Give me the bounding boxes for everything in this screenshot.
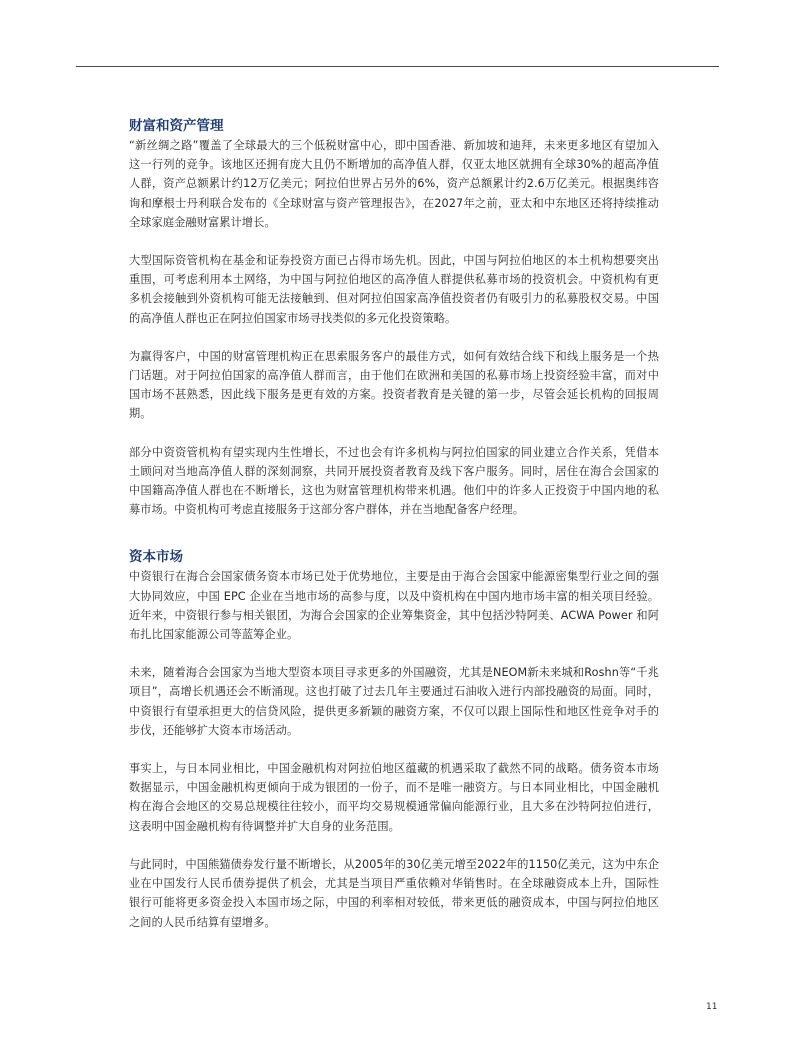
- document-body: [129, 116, 659, 932]
- paragraph: “新丝绸之路”覆盖了全球最大的三个低税财富中心，即中国香港、新加坡和迪拜，未来更多地区有望加入这一行列的竞争。该地区还拥有庞大且仍不断增加的高净值人群，仅亚太地区就拥有全球30%的超高净值人群，资产总额累计约12万亿美元；阿拉伯世界占另外的6%，资产总额累计约2.6万亿美元。根据奥纬咨询和摩根士丹利联合发布的《全球财富与资产管理报告》，在2027年之前，亚太和中东地区还将持续推动全球家庭金融财富累计增长。: [129, 139, 659, 229]
- paragraph: 与此同时，中国熊猫债券发行量不断增长，从2005年的30亿美元增至2022年的1150亿美元，这为中东企业在中国发行人民币债券提供了机会，尤其是当项目严重依赖对华销售时。在全球融资成本上升，国际性银行可能将更多资金投入本国市场之际，中国的利率相对较低，带来更低的融资成本，中国与阿拉伯地区之间的人民币结算有望增多。: [129, 857, 659, 929]
- section-spacer: [129, 519, 659, 547]
- paragraph: 为赢得客户，中国的财富管理机构正在思索服务客户的最佳方式，如何有效结合线下和线上服务是一个热门话题。对于阿拉伯国家的高净值人群而言，由于他们在欧洲和美国的私募市场上投资经验丰富，而对中国市场不甚熟悉，因此线下服务是更有效的方案。投资者教育是关键的第一步，尽管会延长机构的回报周期。: [129, 349, 659, 421]
- section-heading: 财富和资产管理: [129, 118, 224, 134]
- paragraph: 未来，随着海合会国家为当地大型资本项目寻求更多的外国融资，尤其是NEOM新未来城和Roshn等“千兆项目”，高增长机遇还会不断涌现。这也打破了过去几年主要通过石油收入进行内部投融资的局面。同时，中资银行有望承担更大的信贷风险，提供更多新颖的融资方案，不仅可以跟上国际性和地区性竞争对手的步伐，还能够扩大资本市场活动。: [129, 666, 659, 737]
- paragraph: 事实上，与日本同业相比，中国金融机构对阿拉伯地区蕴藏的机遇采取了截然不同的战略。债务资本市场数据显示，中国金融机构更倾向于成为银团的一份子，而不是唯一融资方。与日本同业相比，中国金融机构在海合会地区的交易总规模往往较小，而平均交易规模通常偏向能源行业，且大多在沙特阿拉伯进行，这表明中国金融机构有待调整并扩大自身的业务范围。: [129, 762, 659, 833]
- page-number: 11: [706, 1002, 718, 1012]
- section-heading: 资本市场: [129, 549, 183, 566]
- paragraph: 中资银行在海合会国家债务资本市场已处于优势地位，主要是由于海合会国家中能源密集型行业之间的强大协同效应，中国 EPC 企业在当地市场的高参与度，以及中资机构在中国内地市场丰富的相关项目经验。近年来，中资银行参与相关银团，为海合会国家的企业筹集资金，其中包括沙特阿美、ACWA Power 和阿布扎比国家能源公司等蓝筹企业。: [129, 570, 659, 642]
- paragraph: 大型国际资管机构在基金和证券投资方面已占得市场先机。因此，中国与阿拉伯地区的本土机构想要突出重围，可考虑利用本土网络，为中国与阿拉伯地区的高净值人群提供私募市场的投资机会。中资机构有更多机会接触到外资机构可能无法接触到、但对阿拉伯国家高净值投资者仍有吸引力的私募股权交易。中国的高净值人群也正在阿拉伯国家市场寻找类似的多元化投资策略。: [129, 254, 659, 325]
- paragraph: 部分中资资管机构有望实现内生性增长，不过也会有许多机构与阿拉伯国家的同业建立合作关系，凭借本土顾问对当地高净值人群的深刻洞察，共同开展投资者教育及线下客户服务。同时，居住在海合会国家的中国籍高净值人群也在不断增长，这也为财富管理机构带来机遇。他们中的许多人正投资于中国内地的私募市场。中资机构可考虑直接服务于这部分客户群体，并在当地配备客户经理。: [129, 445, 659, 517]
- section-wealth-management: [129, 116, 659, 519]
- header-rule: [76, 66, 719, 67]
- section-capital-markets: [129, 547, 659, 931]
